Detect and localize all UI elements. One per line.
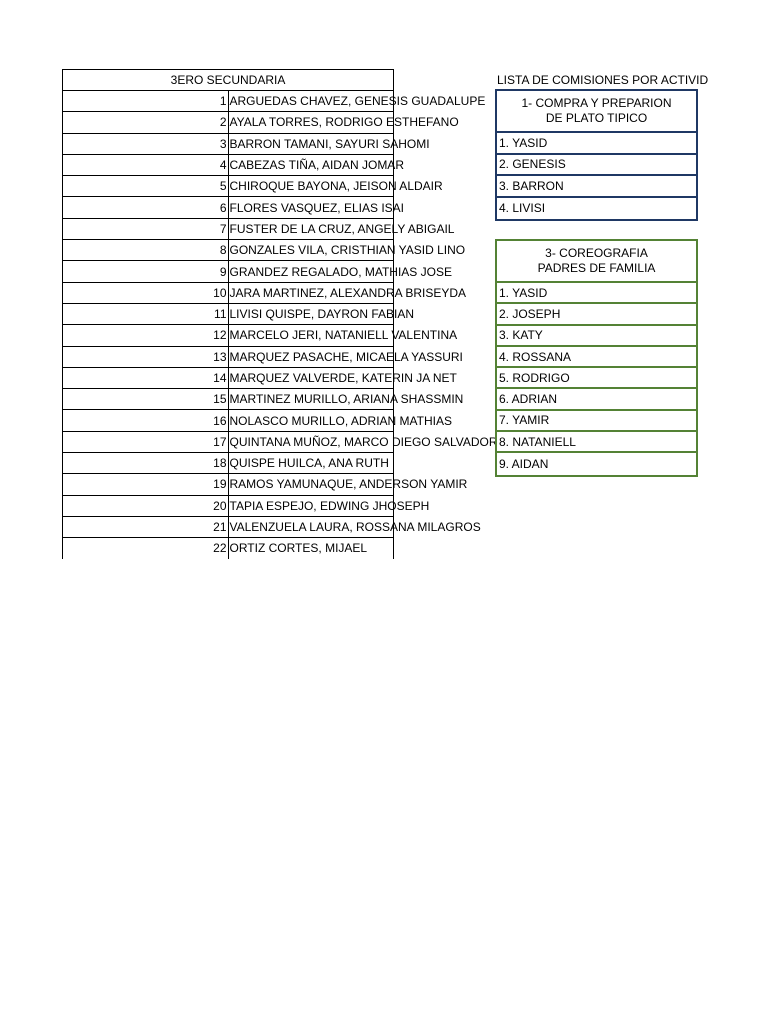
commission-title-line2: DE PLATO TIPICO xyxy=(545,111,648,125)
row-number: 16 xyxy=(63,410,229,431)
student-name: NOLASCO MURILLO, ADRIAN MATHIAS xyxy=(228,410,394,431)
table-row xyxy=(63,410,394,431)
student-name: FUSTER DE LA CRUZ, ANGELY ABIGAIL xyxy=(228,218,394,239)
table-row xyxy=(63,218,394,239)
student-name: LIVISI QUISPE, DAYRON FABIAN xyxy=(228,303,394,324)
row-number: 18 xyxy=(63,453,229,474)
row-number: 21 xyxy=(63,516,229,537)
student-name: ORTIZ CORTES, MIJAEL xyxy=(228,538,394,559)
row-number: 22 xyxy=(63,538,229,559)
row-number: 3 xyxy=(63,133,229,154)
row-number: 8 xyxy=(63,240,229,261)
commission-member: 4. LIVISI xyxy=(499,201,546,216)
student-name: CABEZAS TIÑA, AIDAN JOMAR xyxy=(228,154,394,175)
commission-title-line1: 1- COMPRA Y PREPARION xyxy=(521,96,672,110)
student-name: AYALA TORRES, RODRIGO ESTHEFANO xyxy=(228,112,394,133)
student-list-table xyxy=(62,69,498,559)
table-row xyxy=(63,91,394,112)
student-name: MARQUEZ VALVERDE, KATERIN JA NET xyxy=(228,367,394,388)
commission-member: 1. YASID xyxy=(497,133,696,155)
class-header: 3ERO SECUNDARIA xyxy=(63,70,394,91)
commission-member: 6. ADRIAN xyxy=(497,389,696,410)
student-name: RAMOS YAMUNAQUE, ANDERSON YAMIR xyxy=(228,474,394,495)
table-row xyxy=(63,154,394,175)
commission-member: 9. AIDAN xyxy=(499,457,549,472)
student-name: GRANDEZ REGALADO, MATHIAS JOSE xyxy=(228,261,394,282)
table-row xyxy=(63,367,394,388)
student-name: TAPIA ESPEJO, EDWING JHOSEPH xyxy=(228,495,394,516)
table-row xyxy=(63,282,394,303)
table-header-row xyxy=(63,70,394,91)
row-number: 15 xyxy=(63,389,229,410)
table-row xyxy=(63,133,394,154)
row-number: 9 xyxy=(63,261,229,282)
row-number: 1 xyxy=(63,91,229,112)
student-name: QUINTANA MUÑOZ, MARCO DIEGO SALVADOR xyxy=(228,431,394,452)
table-row xyxy=(63,261,394,282)
commission-member: 5. RODRIGO xyxy=(497,368,696,389)
student-name: VALENZUELA LAURA, ROSSANA MILAGROS xyxy=(228,516,394,537)
table-row xyxy=(63,325,394,346)
table-row xyxy=(63,240,394,261)
commission-box-plato-tipico xyxy=(495,89,698,221)
table-row xyxy=(63,453,394,474)
table-row xyxy=(63,495,394,516)
table-row xyxy=(63,303,394,324)
row-number: 19 xyxy=(63,474,229,495)
table-row xyxy=(63,538,394,559)
row-number: 17 xyxy=(63,431,229,452)
table-row xyxy=(63,431,394,452)
commission-title xyxy=(497,91,696,133)
student-name: CHIROQUE BAYONA, JEISON ALDAIR xyxy=(228,176,394,197)
row-number: 5 xyxy=(63,176,229,197)
table-row xyxy=(63,346,394,367)
student-name: MARTINEZ MURILLO, ARIANA SHASSMIN xyxy=(228,389,394,410)
commission-member: 4. ROSSANA xyxy=(497,347,696,368)
student-name: ARGUEDAS CHAVEZ, GENESIS GUADALUPE xyxy=(228,91,394,112)
commission-title-line1: 3- COREOGRAFIA xyxy=(545,246,648,260)
student-name: FLORES VASQUEZ, ELIAS ISAI xyxy=(228,197,394,218)
student-name: BARRON TAMANI, SAYURI SAHOMI xyxy=(228,133,394,154)
commission-title-line2: PADRES DE FAMILIA xyxy=(537,261,656,275)
table-row xyxy=(63,112,394,133)
commissions-list-title: LISTA DE COMISIONES POR ACTIVID xyxy=(497,73,709,87)
student-name: JARA MARTINEZ, ALEXANDRA BRISEYDA xyxy=(228,282,394,303)
row-number: 11 xyxy=(63,303,229,324)
commission-box-coreografia xyxy=(495,239,698,477)
table-row xyxy=(63,389,394,410)
commission-member: 3. BARRON xyxy=(497,176,696,198)
row-number: 6 xyxy=(63,197,229,218)
row-number: 12 xyxy=(63,325,229,346)
row-number: 14 xyxy=(63,367,229,388)
commission-title xyxy=(497,241,696,283)
row-number: 7 xyxy=(63,218,229,239)
commission-member: 7. YAMIR xyxy=(497,411,696,432)
commission-member: 2. GENESIS xyxy=(497,155,696,177)
commission-member: 1. YASID xyxy=(497,283,696,304)
table-row xyxy=(63,516,394,537)
table-row xyxy=(63,176,394,197)
commission-member: 8. NATANIELL xyxy=(497,432,696,453)
student-name: MARQUEZ PASACHE, MICAELA YASSURI xyxy=(228,346,394,367)
row-number: 13 xyxy=(63,346,229,367)
row-number: 2 xyxy=(63,112,229,133)
table-row xyxy=(63,474,394,495)
row-number: 20 xyxy=(63,495,229,516)
student-name: QUISPE HUILCA, ANA RUTH xyxy=(228,453,394,474)
row-number: 4 xyxy=(63,154,229,175)
student-name: MARCELO JERI, NATANIELL VALENTINA xyxy=(228,325,394,346)
commission-member: 3. KATY xyxy=(497,326,696,347)
commission-member: 2. JOSEPH xyxy=(497,304,696,325)
student-name: GONZALES VILA, CRISTHIAN YASID LINO xyxy=(228,240,394,261)
table-row xyxy=(63,197,394,218)
row-number: 10 xyxy=(63,282,229,303)
